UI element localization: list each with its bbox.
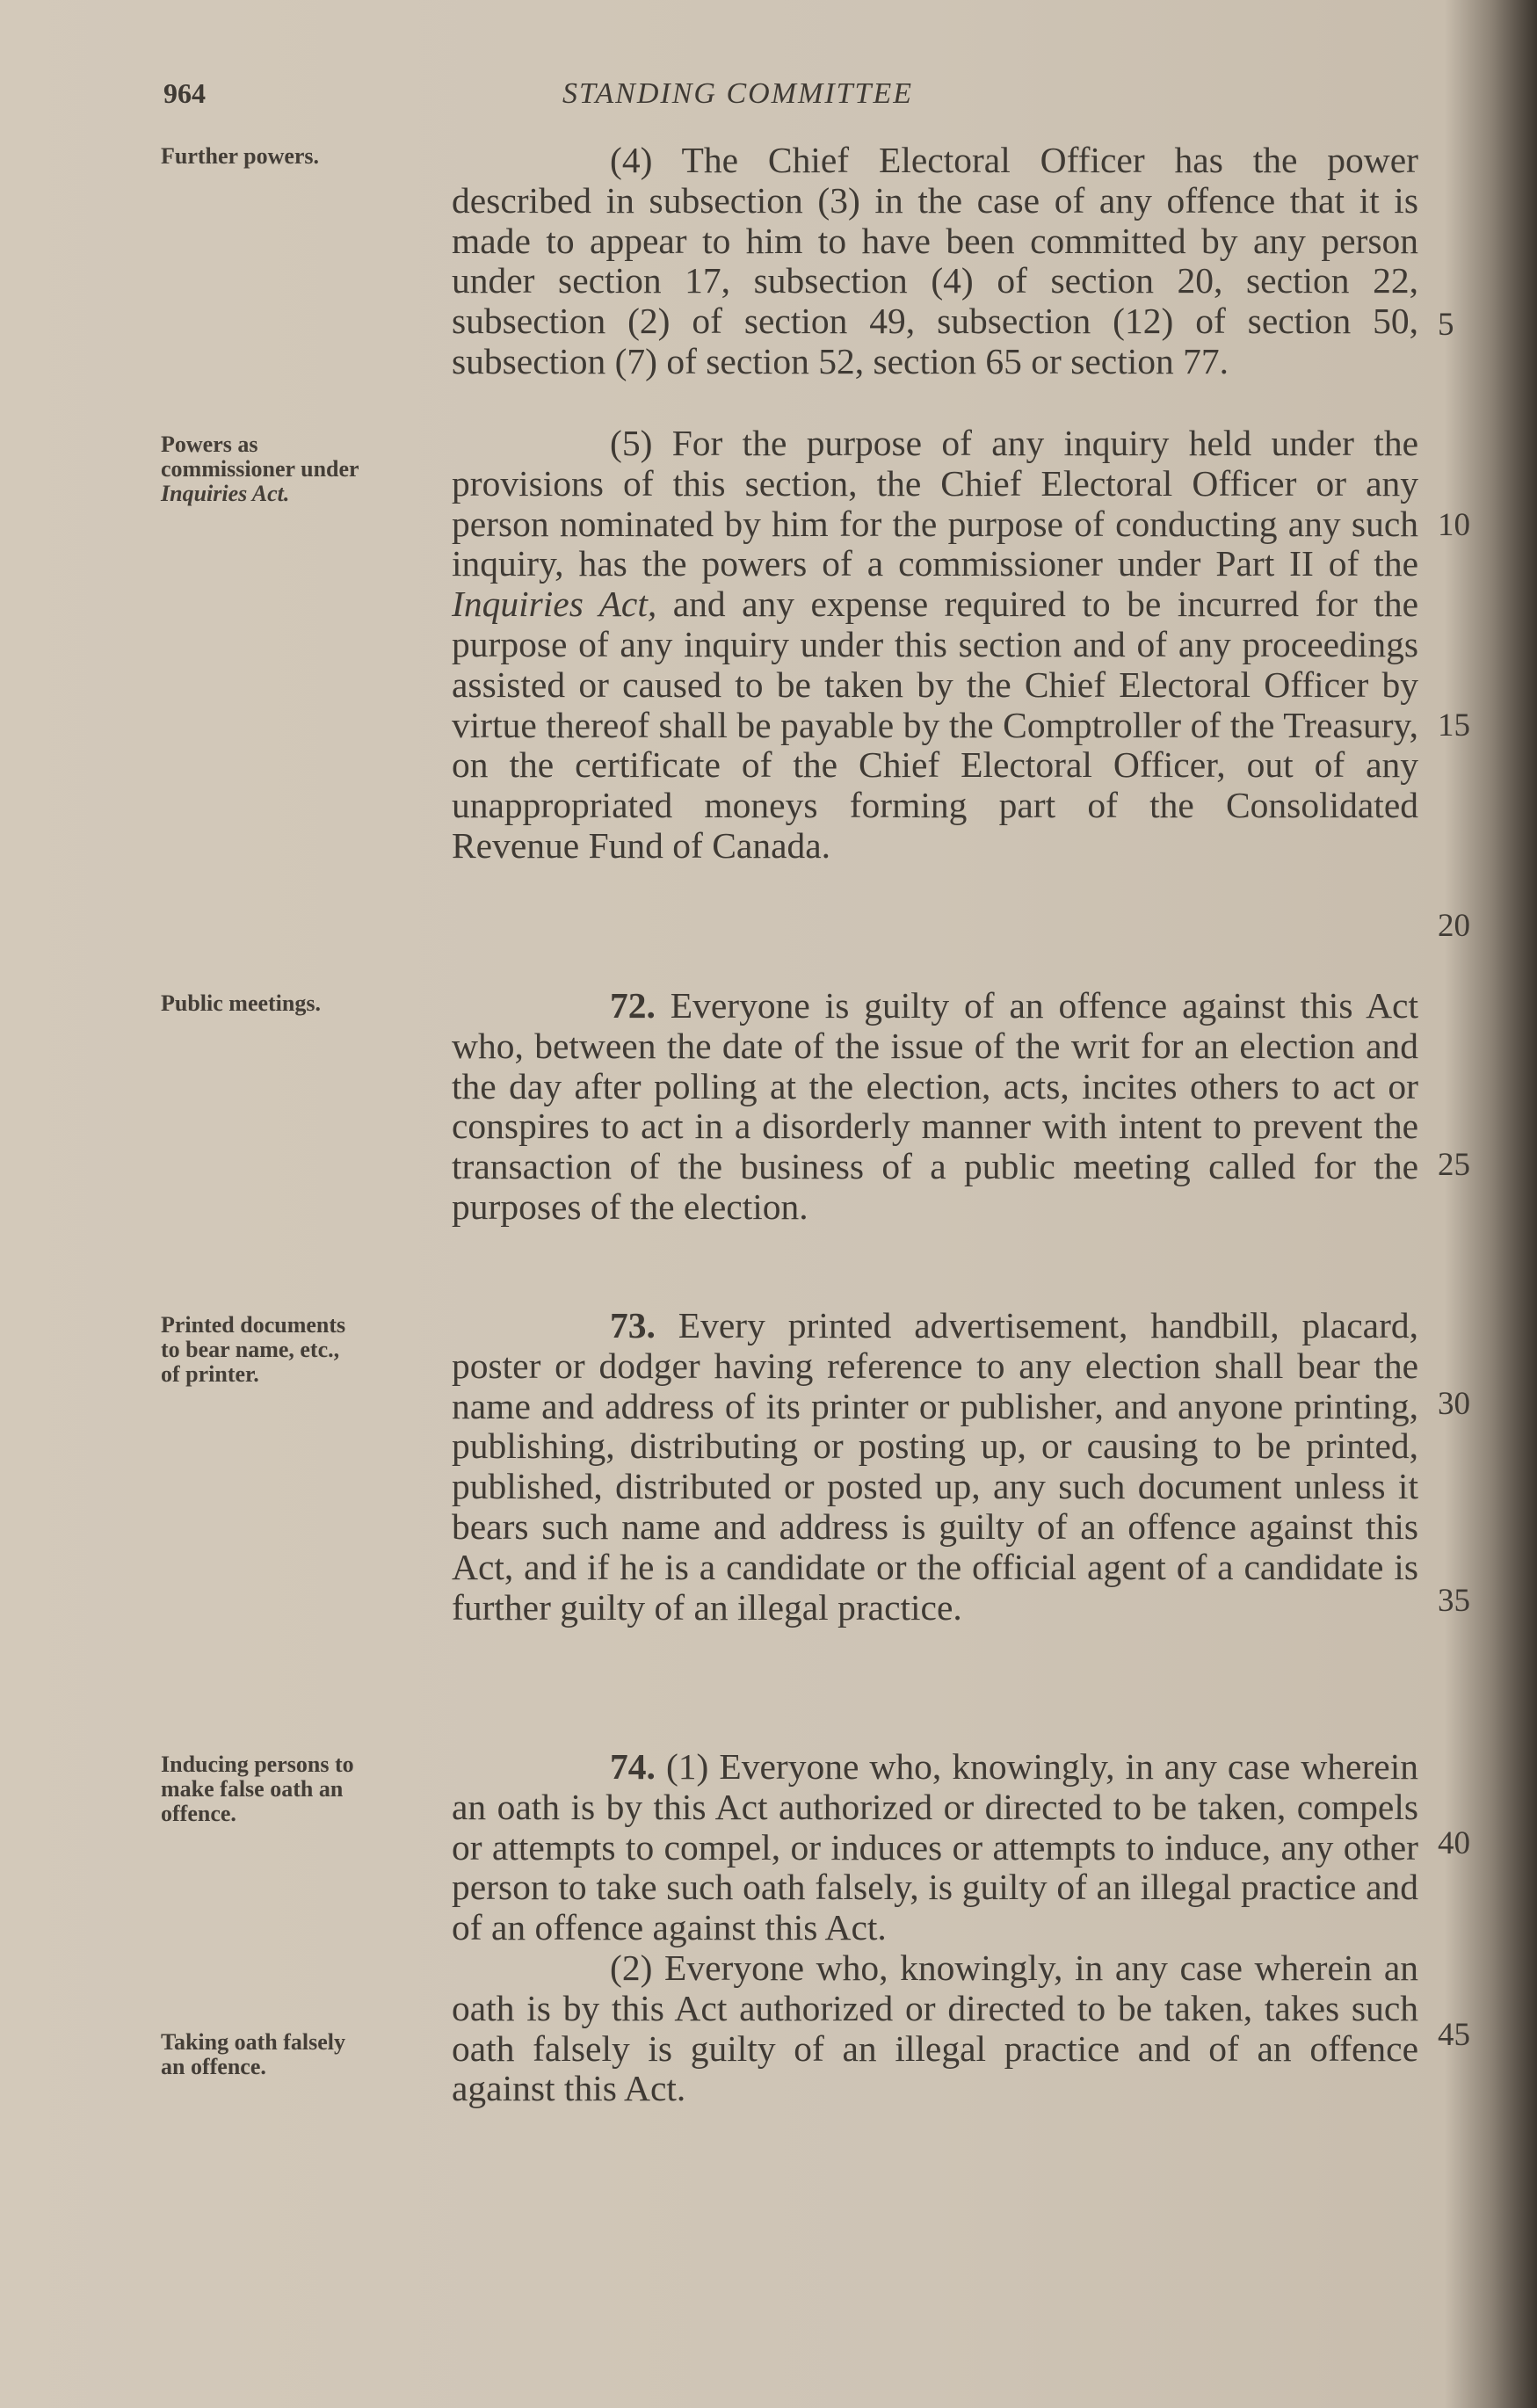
section-number: 72. — [610, 985, 656, 1026]
line-number: 25 — [1438, 1147, 1470, 1183]
paragraph — [452, 424, 1418, 867]
paragraph-text: Every printed advertisement, handbill, placard, poster or dodger having reference to any election shall bear the name and address of its printer or publisher, and anyone printing, publishing, distributing or posting up, or causing to be printed, published, distributed or posted up, any such document unless it bears such name and address is guilty of an offence against this Act, and if he is a candidate or the official agent of a candidate is further guilty of an illegal practice. — [452, 1305, 1419, 1628]
page-number: 964 — [163, 77, 206, 109]
line-number: 45 — [1438, 2017, 1470, 2053]
paragraph-text: and any expense required to be incurred for the purpose of any inquiry under this section and of any proceedings assisted or caused to be taken by the Chief Electoral Officer by virtue thereof shall be payable by the Comptroller of the Treasury, on the certificate of the Chief Electoral Officer, out of any unappropriated moneys forming part of the Consolidated Revenue Fund of Canada. — [452, 584, 1418, 866]
paragraph-text: Everyone is guilty of an offence against this Act who, between the date of the issue of the writ for an election and the day after polling at the election, acts, incites others to act or conspires to act in a disorderly manner with intent to prevent the transaction of the business of a public meeting called for the purposes of the election. — [452, 985, 1419, 1227]
line-number: 15 — [1438, 707, 1470, 743]
line-number: 35 — [1438, 1583, 1470, 1619]
paragraph: (2) Everyone who, knowingly, in any case wherein an oath is by this Act authorized or directed to be taken, takes such oath falsely is guilty of an illegal practice and of an offence against this Act. — [452, 1947, 1418, 2109]
line-number: 40 — [1438, 1825, 1470, 1861]
line-number: 10 — [1438, 507, 1470, 543]
line-number: 30 — [1438, 1386, 1470, 1422]
subsection-71-5 — [452, 424, 1418, 867]
section-73 — [452, 1306, 1418, 1628]
margin-note-further-powers: Further powers. — [161, 143, 320, 169]
margin-note-public-meetings: Public meetings. — [161, 990, 321, 1016]
margin-note-powers-commissioner — [161, 432, 363, 506]
paragraph — [452, 1747, 1418, 1948]
section-number: 73. — [610, 1305, 656, 1345]
paragraph — [452, 1306, 1418, 1628]
running-head: STANDING COMMITTEE — [562, 77, 913, 110]
margin-note-text: Powers as commissioner under — [161, 432, 359, 482]
margin-note-act-title: Inquiries Act. — [161, 481, 290, 506]
act-title: Inquiries Act, — [452, 584, 657, 625]
section-number: 74. — [610, 1746, 656, 1787]
margin-note-inducing-false-oath: Inducing persons to make false oath an offence. — [161, 1752, 354, 1826]
line-number: 5 — [1438, 307, 1454, 343]
margin-note-taking-oath-falsely: Taking oath falsely an offence. — [161, 2029, 345, 2079]
paragraph — [452, 986, 1418, 1228]
paragraph-text: (1) Everyone who, knowingly, in any case wherein an oath is by this Act authorized or directed to be taken, compels or attempts to compel, or induces or attempts to induce, any other person to take such oath falsely, is guilty of an illegal practice and of an offence against this Act. — [452, 1746, 1419, 1948]
margin-note-printed-documents: Printed documents to bear name, etc., of printer. — [161, 1312, 346, 1387]
section-74 — [452, 1747, 1418, 2109]
paragraph-text: (5) For the purpose of any inquiry held under the provisions of this section, the Chief Electoral Officer or any person nominated by him for the purpose of conducting any such inquiry, has the powers of a commissioner under Part II of the — [452, 423, 1418, 584]
line-number: 20 — [1438, 908, 1470, 944]
section-72 — [452, 986, 1418, 1228]
paragraph: (4) The Chief Electoral Officer has the power described in subsection (3) in the case of any offence that it is made to appear to him to have been committed by any person under section 17, subsection (4) of section 20, section 22, subsection (2) of section 49, subsection (12) of section 50, subsection (7) of section 52, section 65 or section 77. — [452, 140, 1418, 381]
subsection-71-4 — [452, 141, 1418, 382]
